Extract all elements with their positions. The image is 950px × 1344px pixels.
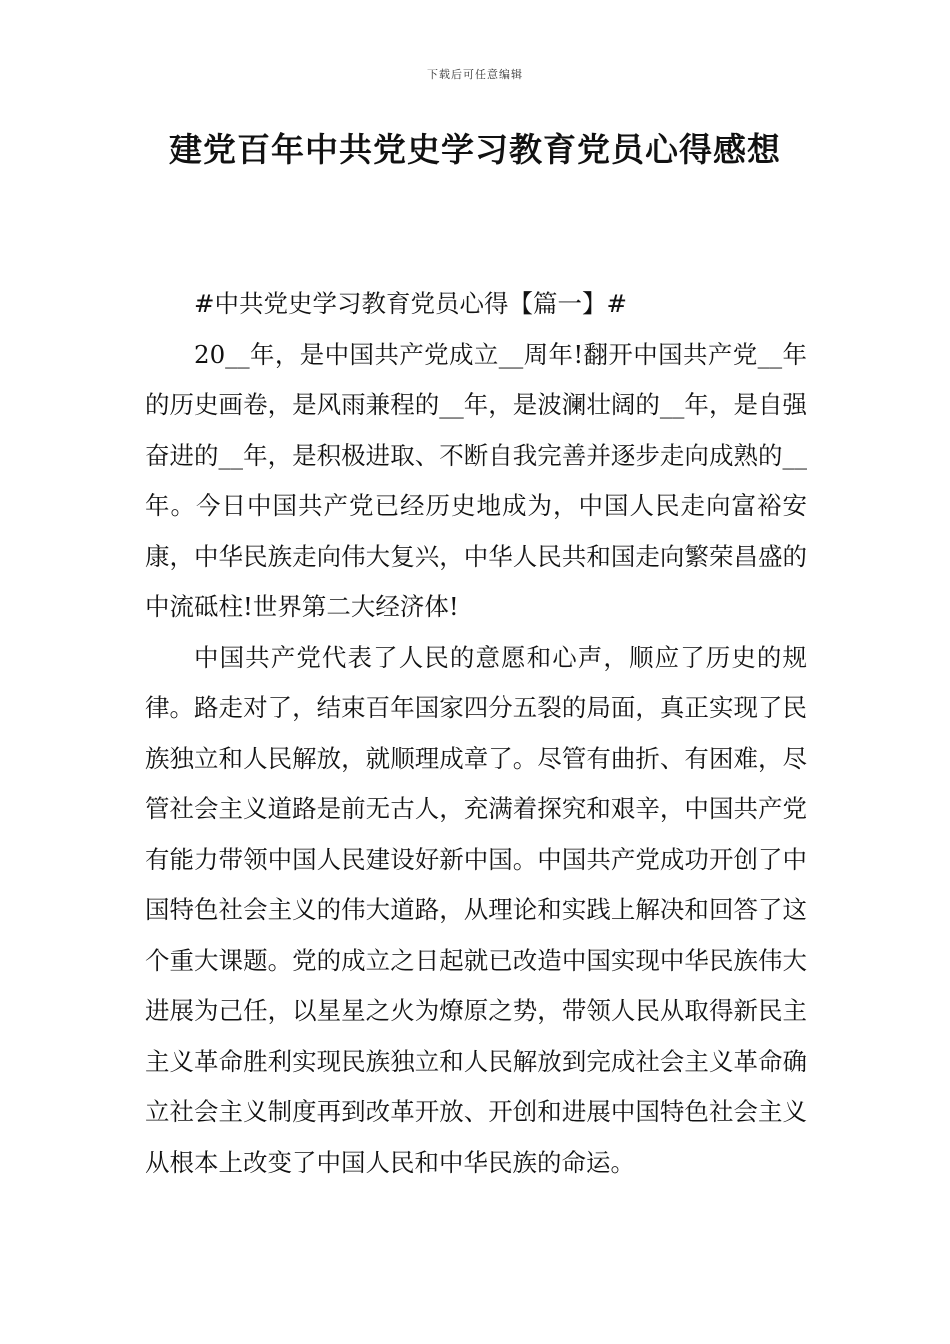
section-heading: #中共党史学习教育党员心得【篇一】#	[194, 289, 628, 318]
document-title: 建党百年中共党史学习教育党员心得感想	[169, 130, 781, 169]
paragraph-1: 20__年，是中国共产党成立__周年!翻开中国共产党__年的历史画卷，是风雨兼程的__年，是波澜壮阔的__年，是自强奋进的__年，是积极进取、不断自我完善并逐步走向成熟的__年。今日中国共产党已经历史地成为，中国人民走向富裕安康，中华民族走向伟大复兴，中华人民共和国走向繁荣昌盛的中流砥柱!世界第二大经济体!	[145, 339, 807, 621]
document-body	[145, 279, 807, 1188]
paragraph-2: 中国共产党代表了人民的意愿和心声，顺应了历史的规律。路走对了，结束百年国家四分五裂的局面，真正实现了民族独立和人民解放，就顺理成章了。尽管有曲折、有困难，尽管社会主义道路是前无古人，充满着探究和艰辛，中国共产党有能力带领中国人民建设好新中国。中国共产党成功开创了中国特色社会主义的伟大道路，从理论和实践上解决和回答了这个重大课题。党的成立之日起就已改造中国实现中华民族伟大进展为己任，以星星之火为燎原之势，带领人民从取得新民主主义革命胜利实现民族独立和人民解放到完成社会主义革命确立社会主义制度再到改革开放、开创和进展中国特色社会主义从根本上改变了中国人民和中华民族的命运。	[145, 642, 807, 1177]
page-header-note: 下载后可任意编辑	[427, 68, 523, 81]
